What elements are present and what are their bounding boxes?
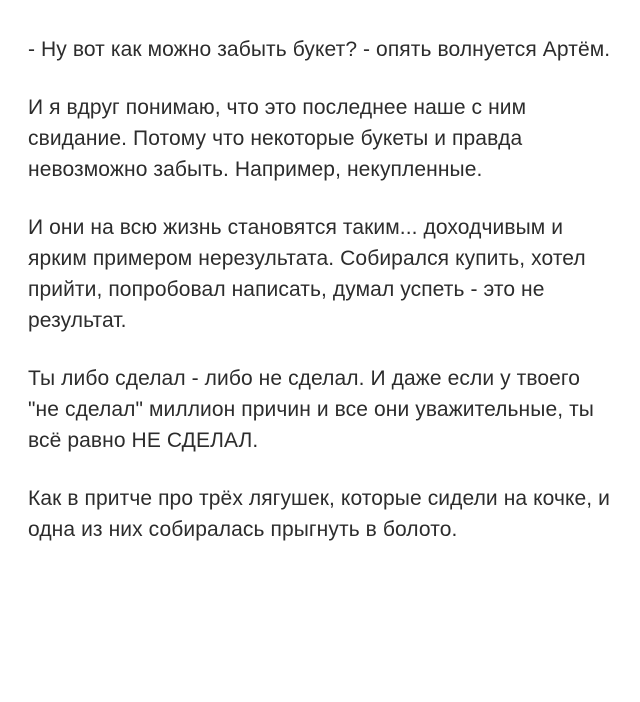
paragraph-2: И я вдруг понимаю, что это последнее наше с ним свидание. Потому что некоторые букеты и правда невозможно забыть. Например, некупленные. [28,96,533,181]
paragraph-1: - Ну вот как можно забыть букет? - опять волнуется Артём. [28,38,611,61]
paragraph-4: Ты либо сделал - либо не сделал. И даже если у твоего "не сделал" миллион причин и все они уважительные, ты всё равно НЕ СДЕЛАЛ. [28,367,600,452]
paragraph-3: И они на всю жизнь становятся таким... доходчивым и ярким примером нерезультата. Собирался купить, хотел прийти, попробовал написать, думал успеть - это не результат. [28,216,592,332]
paragraph-5: Как в притче про трёх лягушек, которые сидели на кочке, и одна из них собиралась прыгнуть в болото. [28,487,616,541]
